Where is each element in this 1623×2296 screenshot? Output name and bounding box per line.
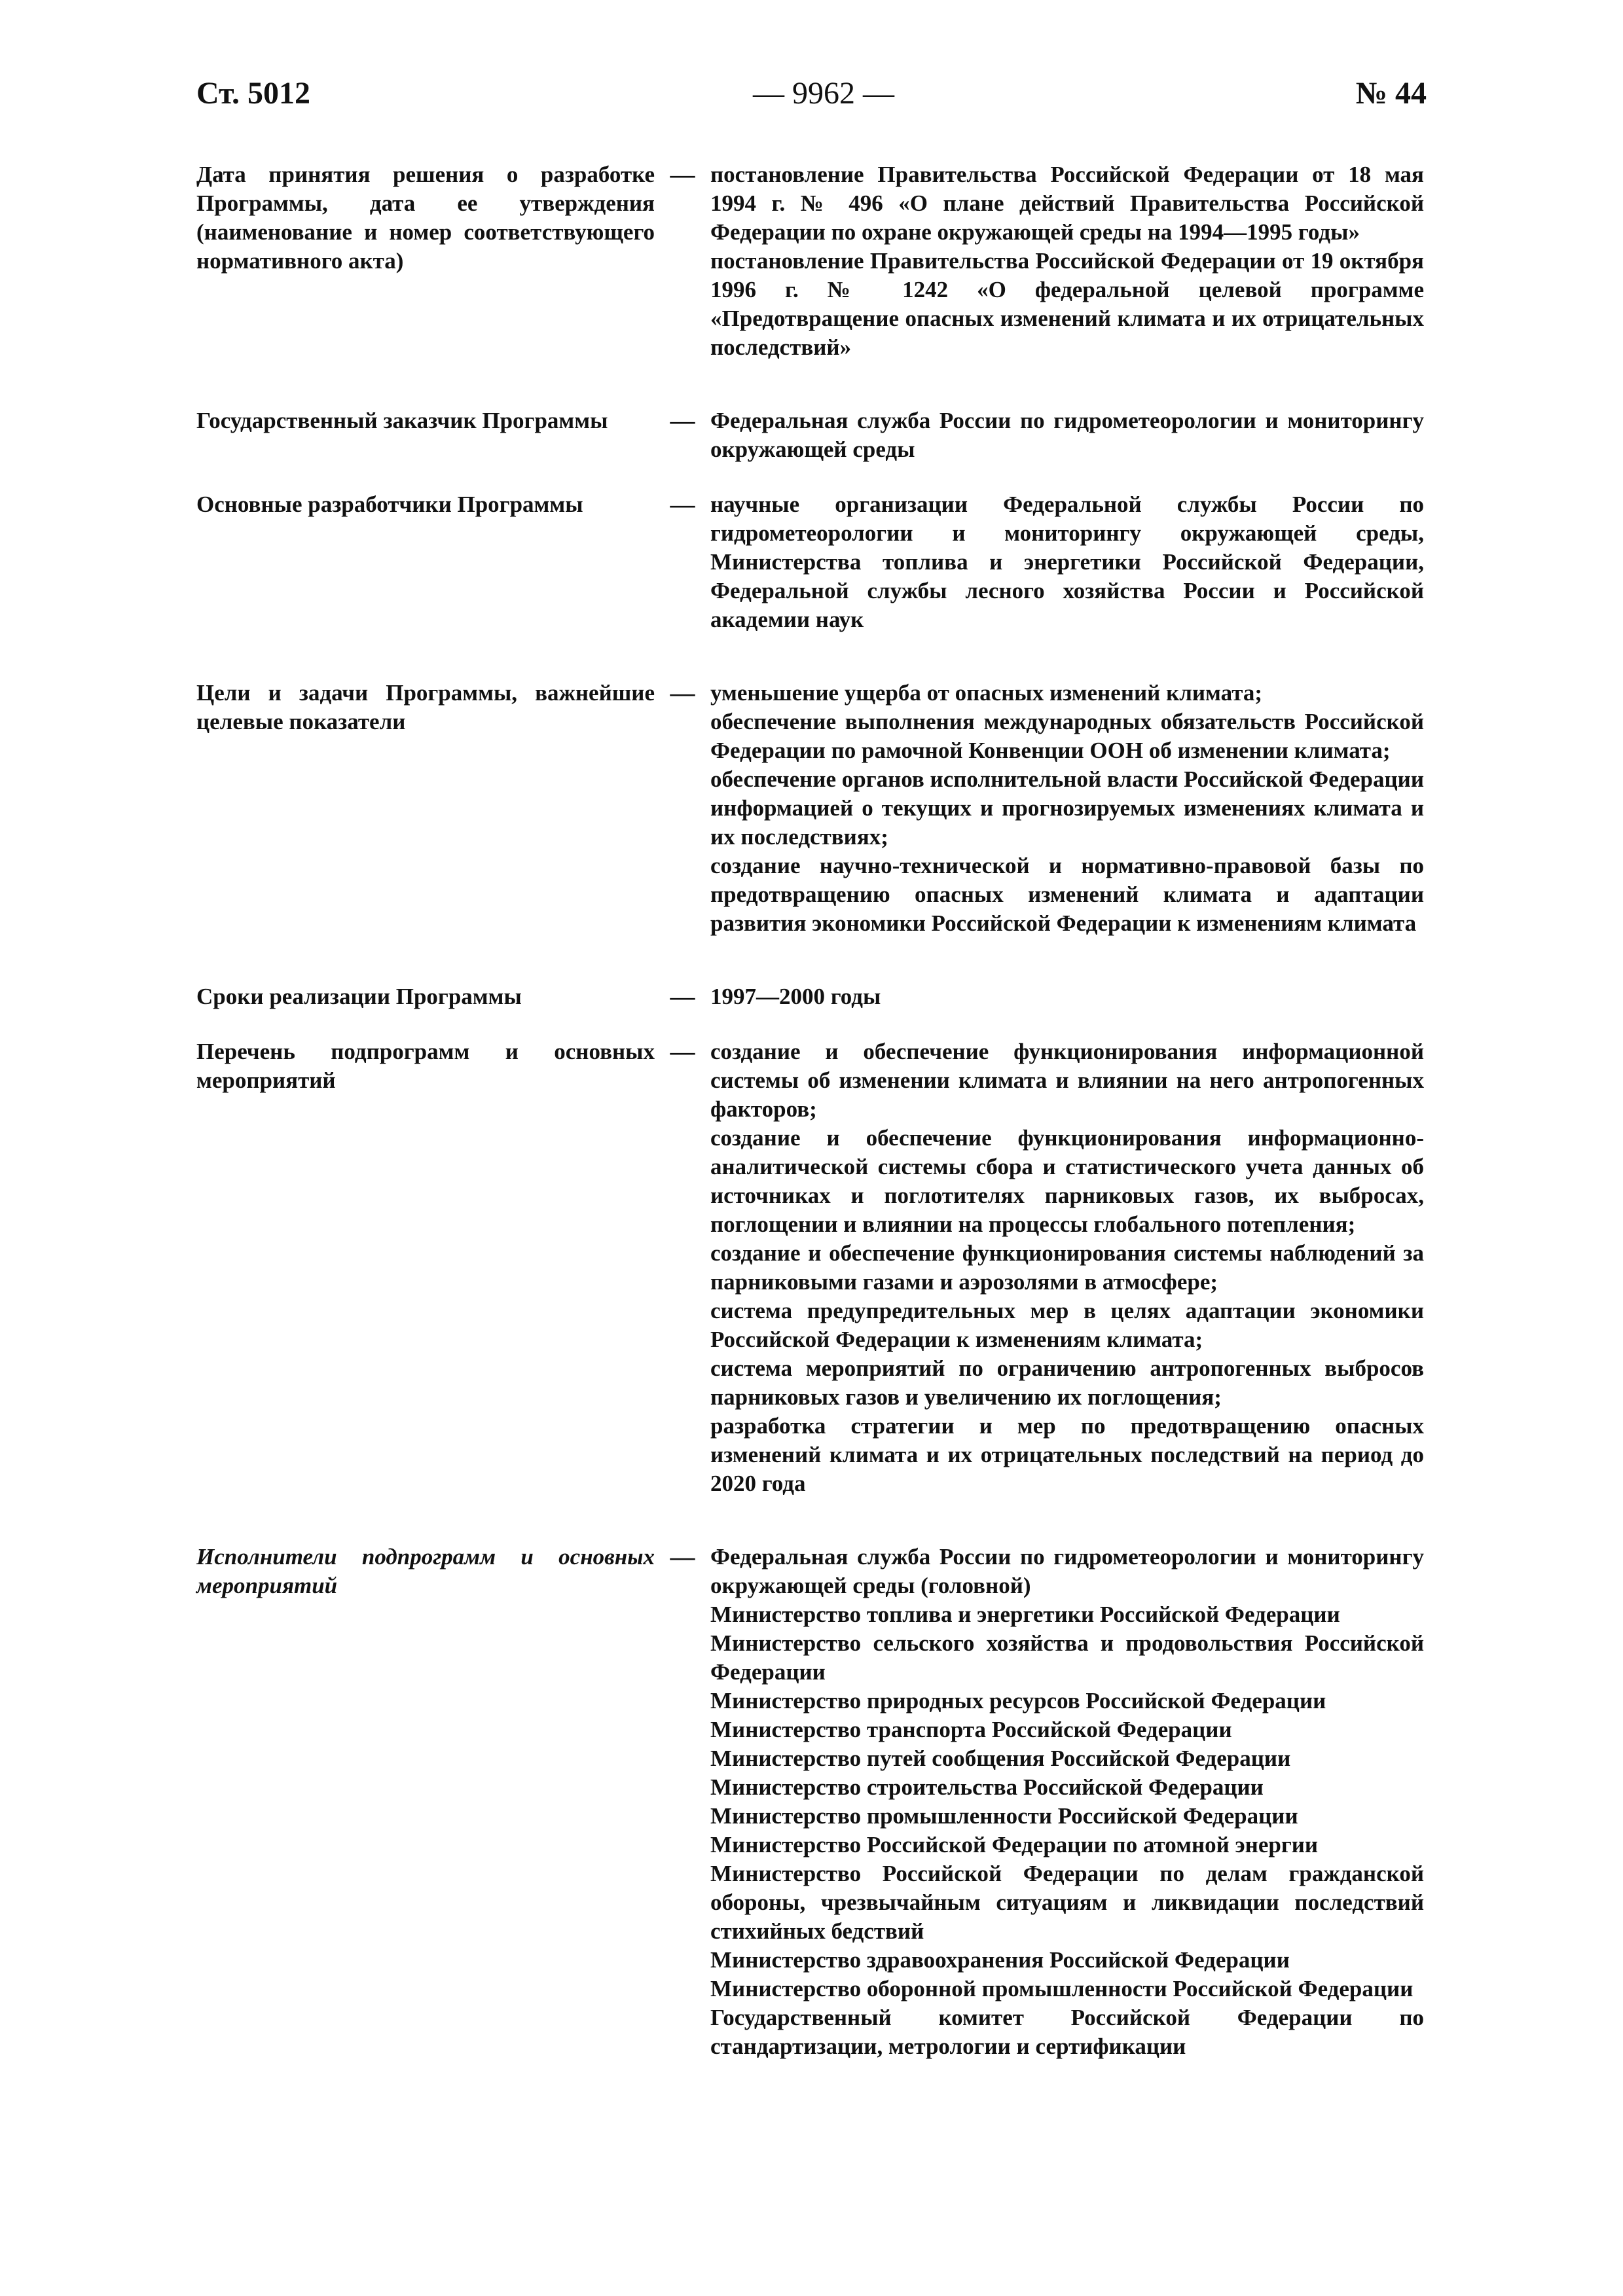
row-label: Основные разработчики Программы — [196, 492, 583, 517]
row-content — [710, 679, 1424, 938]
dash-separator: — — [670, 161, 695, 188]
table-row — [196, 679, 1427, 938]
content-paragraph: Министерство промышленности Российской Федерации — [710, 1803, 1298, 1829]
dash-separator: — — [670, 1543, 695, 1571]
table-row — [196, 160, 1427, 362]
row-label: Исполнители подпрограмм и основных мероприятий — [196, 1544, 655, 1598]
row-label: Дата принятия решения о разработке Программы, дата ее утверждения (наименование и номер соответствующего нормативного акта) — [196, 162, 655, 274]
content-paragraph: Министерство здравоохранения Российской Федерации — [710, 1947, 1290, 1973]
content-paragraph: научные организации Федеральной службы России по гидрометеорологии и мониторингу окружающей среды, Министерства топлива и энергетики Российской Федерации, Федеральной службы лесного хозяйства России и Российской академии наук — [710, 492, 1424, 632]
row-content — [710, 406, 1424, 464]
table-row — [196, 490, 1427, 634]
content-paragraph: уменьшение ущерба от опасных изменений климата; — [710, 680, 1263, 706]
content-paragraph: Министерство путей сообщения Российской Федерации — [710, 1746, 1291, 1771]
content-paragraph: Государственный комитет Российской Федерации по стандартизации, метрологии и сертификации — [710, 2005, 1424, 2059]
content-paragraph: Федеральная служба России по гидрометеорологии и мониторингу окружающей среды — [710, 408, 1424, 462]
table-row — [196, 1037, 1427, 1498]
content-paragraph: Министерство оборонной промышленности Российской Федерации — [710, 1976, 1413, 2001]
row-content — [710, 490, 1424, 634]
content-paragraph: 1997—2000 годы — [710, 984, 881, 1009]
dash-separator: — — [670, 983, 695, 1011]
table-row — [196, 982, 1427, 1011]
row-content — [710, 1037, 1424, 1498]
table-row — [196, 1543, 1427, 2061]
content-paragraph: обеспечение органов исполнительной власти Российской Федерации информацией о текущих и прогнозируемых изменениях климата и их последствиях; — [710, 766, 1425, 850]
page-header — [0, 75, 1623, 121]
content-paragraph: Министерство транспорта Российской Федерации — [710, 1717, 1232, 1742]
row-content — [710, 160, 1424, 362]
dash-separator: — — [670, 1038, 695, 1066]
content-paragraph: постановление Правительства Российской Федерации от 18 мая 1994 г. № 496 «О плане действий Правительства Российской Федерации по охране окружающей среды на 1994—1995 годы» — [710, 162, 1424, 245]
article-number: Ст. 5012 — [196, 76, 310, 111]
content-paragraph: система предупредительных мер в целях адаптации экономики Российской Федерации к изменениям климата; — [710, 1298, 1424, 1352]
dash-separator: — — [670, 491, 695, 518]
page-number: — 9962 — — [753, 76, 894, 111]
content-paragraph: создание и обеспечение функционирования информационной системы об изменении климата и влиянии на него антропогенных факторов; — [710, 1039, 1424, 1122]
content-paragraph: Министерство Российской Федерации по атомной энергии — [710, 1832, 1319, 1857]
row-label: Цели и задачи Программы, важнейшие целевые показатели — [196, 680, 655, 734]
content-paragraph: Федеральная служба России по гидрометеорологии и мониторингу окружающей среды (головной) — [710, 1544, 1424, 1598]
row-label: Государственный заказчик Программы — [196, 408, 608, 433]
dash-separator: — — [670, 679, 695, 707]
content-paragraph: Министерство топлива и энергетики Российской Федерации — [710, 1602, 1340, 1627]
row-label: Сроки реализации Программы — [196, 984, 522, 1009]
content-paragraph: постановление Правительства Российской Федерации от 19 октября 1996 г. № 1242 «О федеральной целевой программе «Предотвращение опасных изменений климата и их отрицательных последствий» — [710, 248, 1424, 360]
content-paragraph: Министерство сельского хозяйства и продовольствия Российской Федерации — [710, 1630, 1424, 1685]
issue-number: № 44 — [1355, 76, 1427, 111]
content-paragraph: обеспечение выполнения международных обязательств Российской Федерации по рамочной Конвенции ООН об изменении климата; — [710, 709, 1424, 763]
content-paragraph: Министерство строительства Российской Федерации — [710, 1774, 1264, 1800]
content-paragraph: создание и обеспечение функционирования информационно-аналитической системы сбора и статистического учета данных об источниках и поглотителях парниковых газов, их выбросах, поглощении и влиянии на процессы глобального потепления; — [710, 1125, 1424, 1237]
row-content — [710, 1543, 1424, 2061]
dash-separator: — — [670, 407, 695, 435]
row-content — [710, 982, 1424, 1011]
row-label: Перечень подпрограмм и основных мероприятий — [196, 1039, 655, 1093]
content-paragraph: система мероприятий по ограничению антропогенных выбросов парниковых газов и увеличению их поглощения; — [710, 1355, 1424, 1410]
content-paragraph: создание и обеспечение функционирования системы наблюдений за парниковыми газами и аэрозолями в атмосфере; — [710, 1240, 1424, 1295]
passport-table — [196, 160, 1427, 2106]
content-paragraph: Министерство Российской Федерации по делам гражданской обороны, чрезвычайным ситуациям и ликвидации последствий стихийных бедствий — [710, 1861, 1424, 1944]
content-paragraph: разработка стратегии и мер по предотвращению опасных изменений климата и их отрицательных последствий на период до 2020 года — [710, 1413, 1424, 1496]
content-paragraph: создание научно-технической и нормативно-правовой базы по предотвращению опасных изменений климата и адаптации развития экономики Российской Федерации к изменениям климата — [710, 853, 1424, 936]
table-row — [196, 406, 1427, 464]
content-paragraph: Министерство природных ресурсов Российской Федерации — [710, 1688, 1326, 1713]
